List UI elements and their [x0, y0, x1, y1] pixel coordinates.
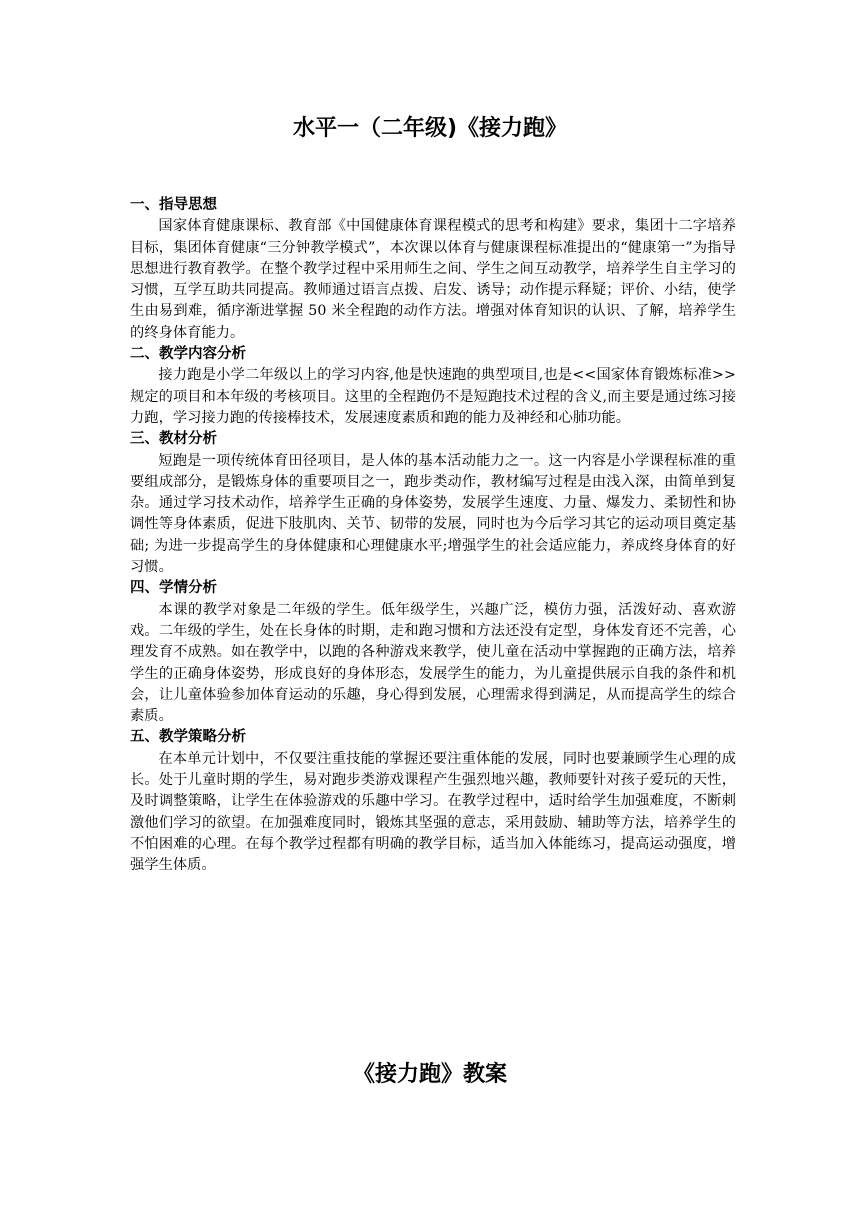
section-strategy-analysis [130, 727, 736, 876]
section-textbook-analysis [130, 429, 736, 578]
section-paragraph: 在本单元计划中，不仅要注重技能的掌握还要注重体能的发展，同时也要兼顾学生心理的成长。处于儿童时期的学生，易对跑步类游戏课程产生强烈地兴趣，教师要针对孩子爱玩的天性，及时调整策略，让学生在体验游戏的乐趣中学习。在教学过程中，适时给学生加强难度，不断刺激他们学习的欲望。在加强难度同时，锻炼其坚强的意志，采用鼓励、辅助等方法，培养学生的不怕困难的心理。在每个教学过程都有明确的教学目标，适当加入体能练习，提高运动强度，增强学生体质。 [130, 750, 736, 874]
section-heading: 三、教材分析 [130, 431, 217, 448]
section-heading: 二、教学内容分析 [130, 346, 246, 363]
section-heading: 五、教学策略分析 [130, 729, 246, 746]
section-heading: 一、指导思想 [130, 197, 217, 213]
section-student-analysis [130, 578, 736, 727]
document-title: 水平一（二年级)《接力跑》 [292, 116, 568, 141]
section-content-analysis [130, 344, 736, 429]
lesson-plan-title: 《接力跑》教案 [352, 1062, 507, 1087]
document-content [130, 195, 736, 877]
section-guiding-ideology [130, 195, 736, 344]
section-paragraph: 接力跑是小学二年级以上的学习内容,他是快速跑的典型项目,也是<<国家体育锻炼标准>>规定的项目和本年级的考核项目。这里的全程跑仍不是短跑技术过程的含义,而主要是通过练习接力跑，学习接力跑的传接棒技术，发展速度素质和跑的能力及神经和心肺功能。 [130, 367, 736, 426]
section-heading: 四、学情分析 [130, 580, 217, 597]
section-paragraph: 本课的教学对象是二年级的学生。低年级学生，兴趣广泛，模仿力强，活泼好动、喜欢游戏。二年级的学生，处在长身体的时期，走和跑习惯和方法还没有定型，身体发育还不完善，心理发育不成熟。如在教学中，以跑的各种游戏来教学，使儿童在活动中掌握跑的正确方法，培养学生的正确身体姿势，形成良好的身体形态，发展学生的能力，为儿童提供展示自我的条件和机会，让儿童体验参加体育运动的乐趣，身心得到发展，心理需求得到满足，从而提高学生的综合素质。 [130, 601, 736, 725]
section-paragraph: 短跑是一项传统体育田径项目，是人体的基本活动能力之一。这一内容是小学课程标准的重要组成部分，是锻炼身体的重要项目之一，跑步类动作，教材编写过程是由浅入深，由简单到复杂。通过学习技术动作，培养学生正确的身体姿势，发展学生速度、力量、爆发力、柔韧性和协调性等身体素质，促进下肢肌肉、关节、韧带的发展，同时也为今后学习其它的运动项目奠定基础; 为进一步提高学生的身体健康和心理健康水平;增强学生的社会适应能力，养成终身体育的好习惯。 [130, 452, 736, 576]
section-paragraph: 国家体育健康课标、教育部《中国健康体育课程模式的思考和构建》要求，集团十二字培养目标，集团体育健康“三分钟教学模式”，本次课以体育与健康课程标准提出的“健康第一”为指导思想进行教育教学。在整个教学过程中采用师生之间、学生之间互动教学，培养学生自主学习的习惯，互学互助共同提高。教师通过语言点拨、启发、诱导；动作提示释疑；评价、小结，使学生由易到难，循序渐进掌握 50 米全程跑的动作方法。增强对体育知识的认识、了解，培养学生的终身体育能力。 [130, 218, 736, 341]
